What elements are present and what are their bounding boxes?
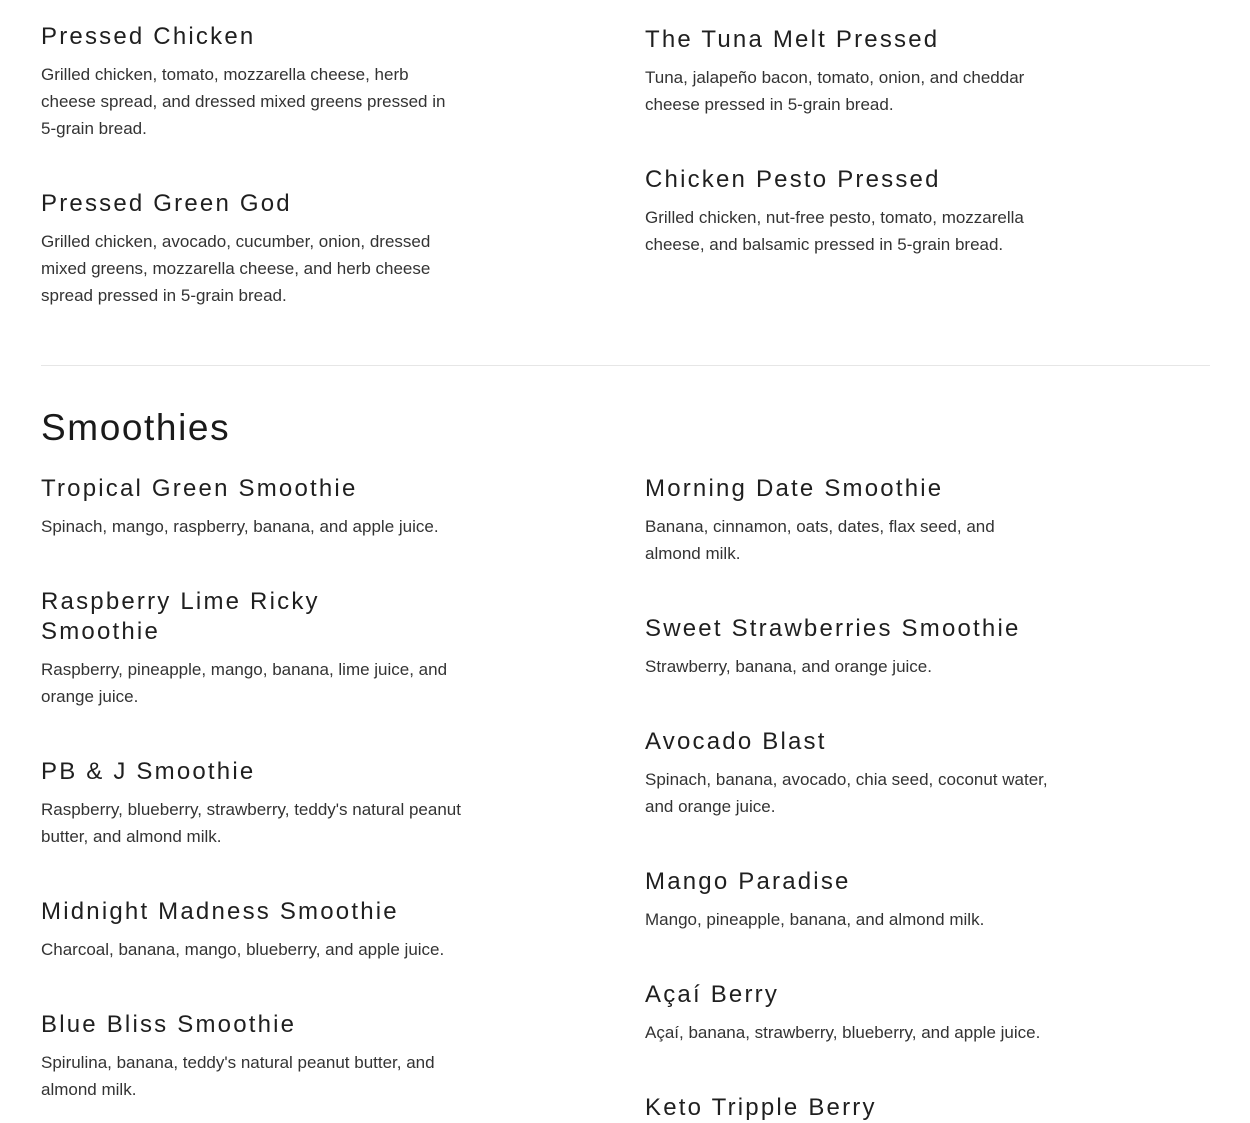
menu-item (41, 897, 461, 963)
menu-item (645, 1093, 877, 1123)
menu-item-name: PB & J Smoothie (41, 758, 256, 785)
section-title: Smoothies (41, 407, 231, 448)
menu-item-name: Sweet Strawberries Smoothie (645, 615, 1021, 642)
menu-item-description: Tuna, jalapeño bacon, tomato, onion, and cheddar cheese pressed in 5-grain bread. (645, 68, 1025, 114)
menu-item-description: Banana, cinnamon, oats, dates, flax seed, and almond milk. (645, 517, 995, 563)
menu-item (645, 727, 1055, 820)
menu-item-name: Keto Tripple Berry (645, 1094, 877, 1121)
menu-item-description: Spinach, banana, avocado, chia seed, coconut water, and orange juice. (645, 770, 1048, 816)
menu-item-name: Chicken Pesto Pressed (645, 166, 941, 193)
menu-item-name: Midnight Madness Smoothie (41, 898, 399, 925)
menu-item-description: Spinach, mango, raspberry, banana, and apple juice. (41, 517, 439, 536)
menu-item-name: Raspberry Lime Ricky Smoothie (41, 588, 320, 645)
menu-item (645, 474, 1055, 567)
menu-item-description: Raspberry, blueberry, strawberry, teddy's natural peanut butter, and almond milk. (41, 800, 461, 846)
menu-item-name: Avocado Blast (645, 728, 827, 755)
menu-item-description: Grilled chicken, tomato, mozzarella cheese, herb cheese spread, and dressed mixed greens pressed in 5-grain bread. (41, 65, 446, 138)
menu-item-name: Pressed Chicken (41, 23, 256, 50)
menu-item-name: Açaí Berry (645, 981, 780, 1008)
menu-item-name: The Tuna Melt Pressed (645, 26, 940, 53)
menu-item (645, 614, 1055, 680)
menu-item-name: Mango Paradise (645, 868, 851, 895)
menu-item-description: Raspberry, pineapple, mango, banana, lime juice, and orange juice. (41, 660, 448, 706)
menu-item (41, 474, 461, 540)
menu-item (41, 757, 461, 850)
menu-item (645, 25, 1055, 118)
menu-item (645, 980, 1055, 1046)
menu-item-description: Mango, pineapple, banana, and almond milk. (645, 910, 985, 929)
menu-item-description: Grilled chicken, nut-free pesto, tomato, mozzarella cheese, and balsamic pressed in 5-grain bread. (645, 208, 1024, 254)
menu-item-description: Grilled chicken, avocado, cucumber, onion, dressed mixed greens, mozzarella cheese, and herb cheese spread pressed in 5-grain bread. (41, 232, 431, 305)
section-divider (41, 365, 1210, 366)
menu-item-description: Strawberry, banana, and orange juice. (645, 657, 932, 676)
menu-item (41, 22, 461, 142)
menu-item-name: Tropical Green Smoothie (41, 475, 358, 502)
menu-item-name: Pressed Green God (41, 190, 292, 217)
menu-item-description: Açaí, banana, strawberry, blueberry, and apple juice. (645, 1023, 1041, 1042)
menu-item-description: Charcoal, banana, mango, blueberry, and apple juice. (41, 940, 445, 959)
menu-item (41, 1010, 461, 1103)
menu-item-name: Morning Date Smoothie (645, 475, 944, 502)
menu-item-description: Spirulina, banana, teddy's natural peanut butter, and almond milk. (41, 1053, 435, 1099)
menu-item (41, 587, 461, 710)
menu-item (645, 867, 1055, 933)
menu-item-name: Blue Bliss Smoothie (41, 1011, 297, 1038)
menu-item (645, 165, 1055, 258)
menu-item (41, 189, 461, 309)
